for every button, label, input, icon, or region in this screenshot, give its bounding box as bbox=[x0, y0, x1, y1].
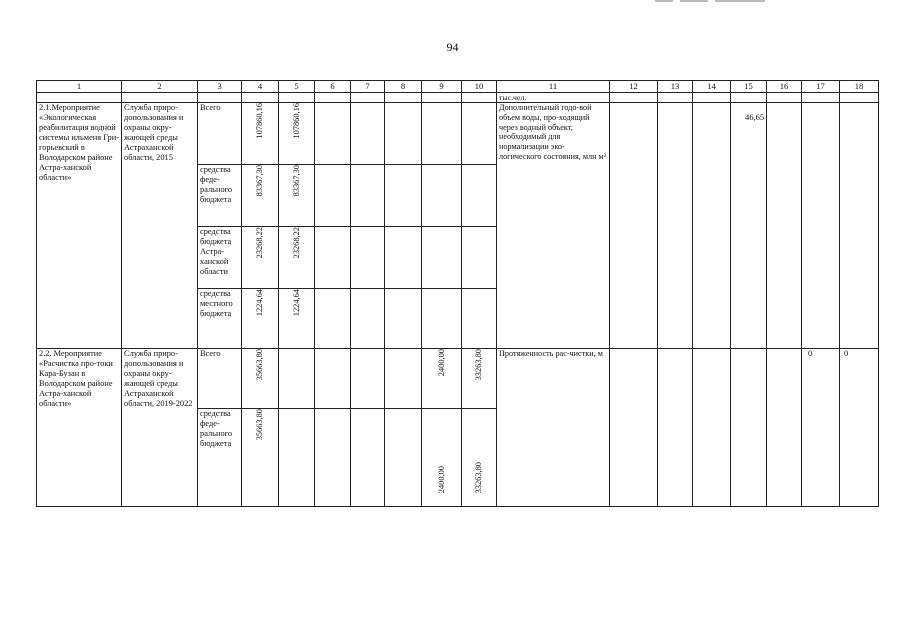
column-header: 14 bbox=[693, 81, 731, 93]
source-label: средства бюджета Астра-ханской области bbox=[198, 227, 242, 289]
measure-executor: Служба приро-допользования и охраны окру-жающей среды Астраханской области, 2015 bbox=[122, 103, 198, 349]
value-col10: 33263,80 bbox=[474, 461, 484, 494]
indicator-name: Протяженность рас-чистки, м bbox=[497, 349, 610, 507]
unit-row bbox=[37, 93, 879, 103]
value-col4: 83367,30 bbox=[255, 165, 265, 197]
source-label: Всего bbox=[198, 349, 242, 409]
value-col5: 23268,22 bbox=[291, 227, 301, 259]
column-header: 6 bbox=[315, 81, 351, 93]
column-number-row bbox=[37, 81, 879, 93]
unit-note: тыс.чел. bbox=[497, 93, 610, 103]
value-col18: 0 bbox=[840, 349, 879, 507]
column-header: 2 bbox=[122, 81, 198, 93]
column-header: 3 bbox=[198, 81, 242, 93]
value-col5: 107860,16 bbox=[291, 103, 301, 139]
page-number: 94 bbox=[446, 40, 459, 54]
column-header: 1 bbox=[37, 81, 122, 93]
column-header: 17 bbox=[802, 81, 840, 93]
scan-mark bbox=[680, 0, 708, 2]
scan-mark bbox=[715, 0, 765, 2]
source-label: средства феде-рального бюджета bbox=[198, 165, 242, 227]
column-header: 16 bbox=[767, 81, 802, 93]
column-header: 18 bbox=[840, 81, 879, 93]
indicator-name: Дополнительный годо-вой объем воды, про-ходящий через водный объект, необходимый для нормализации эко-логического состояния, млн м³ bbox=[497, 103, 610, 349]
value-col4: 1224,64 bbox=[255, 289, 265, 317]
value-col9: 2400,00 bbox=[436, 349, 446, 377]
column-header: 13 bbox=[658, 81, 693, 93]
table-row bbox=[37, 349, 879, 409]
scan-mark bbox=[655, 0, 673, 2]
value-col5: 83367,30 bbox=[291, 165, 301, 197]
column-header: 4 bbox=[242, 81, 279, 93]
source-label: Всего bbox=[198, 103, 242, 165]
column-header: 9 bbox=[422, 81, 462, 93]
measure-name: 2.1.Мероприятие «Экологическая реабилитация водной системы ильменя Гри-горьевский в Володарском районе Астра-ханской области» bbox=[37, 103, 122, 349]
value-col5: 1224,64 bbox=[291, 289, 301, 317]
program-table bbox=[36, 80, 879, 507]
source-label: средства местного бюджета bbox=[198, 289, 242, 349]
column-header: 15 bbox=[731, 81, 767, 93]
measure-executor: Служба приро-допользования и охраны окру-жающей среды Астраханской области, 2019-2022 bbox=[122, 349, 198, 507]
value-col9: 2400,00 bbox=[436, 466, 446, 494]
table-row bbox=[37, 103, 879, 165]
source-label: средства феде-рального бюджета bbox=[198, 409, 242, 507]
column-header: 12 bbox=[610, 81, 658, 93]
column-header: 10 bbox=[462, 81, 497, 93]
column-header: 11 bbox=[497, 81, 610, 93]
value-col17: 0 bbox=[802, 349, 840, 507]
value-col15: 46,65 bbox=[731, 103, 767, 349]
value-col10: 33263,80 bbox=[474, 349, 484, 381]
value-col4: 35663,80 bbox=[255, 409, 265, 441]
value-col4: 35663,80 bbox=[255, 349, 265, 381]
column-header: 7 bbox=[351, 81, 385, 93]
column-header: 5 bbox=[279, 81, 315, 93]
value-col4: 23268,22 bbox=[255, 227, 265, 259]
measure-name: 2.2. Мероприятие «Расчистка про-токи Кара-Бузан в Володарском районе Астра-ханской области» bbox=[37, 349, 122, 507]
column-header: 8 bbox=[385, 81, 422, 93]
value-col4: 107860,16 bbox=[255, 103, 265, 139]
